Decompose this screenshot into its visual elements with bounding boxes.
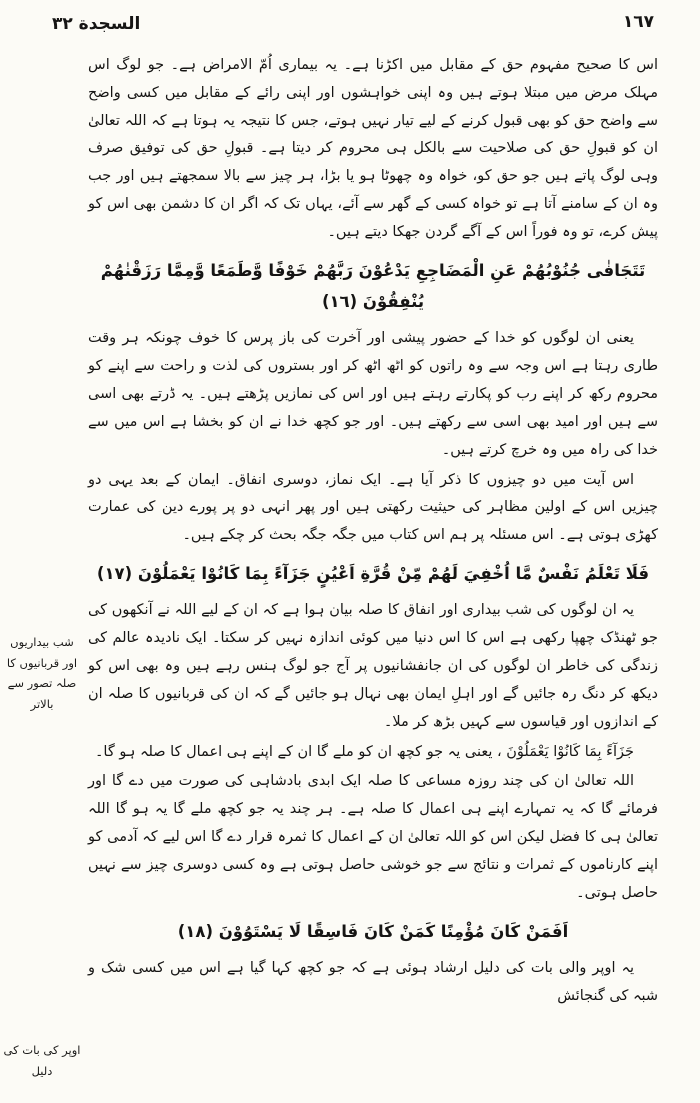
body-paragraph: اس آیت میں دو چیزوں کا ذکر آیا ہے۔ ایک نماز، دوسری انفاق۔ ایمان کے بعد یہی دو چیزیں اس کے اولین مظاہر کی حیثیت رکھتی ہیں اور پھر انہی دو پر پورے دین کی عمارت کھڑی ہوتی ہے۔ اس مسئلہ پر ہم اس کتاب میں جگہ جگہ بحث کر چکے ہیں۔ — [88, 471, 658, 544]
body-paragraph: یہ ان لوگوں کی شب بیداری اور انفاق کا صلہ بیان ہوا ہے کہ ان کے لیے اللہ نے آنکھوں کی جو ٹھنڈک چھپا رکھی ہے اس کا اس دنیا میں کوئی اندازہ نہیں کر سکتا۔ ایک نادیدہ عالم کی زندگی کی خاطر ان لوگوں کی ان جانفشانیوں پر آج جو لوگ ہنس رہے ہیں وہ بھی اس کو دیکھ کر دنگ رہ جائیں گے اور اہلِ ایمان بھی نہال ہو جائیں گے کہ ان کی قربانیوں کا صلہ ان کے اندازوں اور قیاسوں سے کہیں بڑھ کر ملا۔ — [88, 602, 658, 730]
margin-note-reward-of-night-vigils: شب بیداریوں اور قربانیوں کا صلہ تصور سے بالاتر — [6, 635, 78, 712]
body-paragraph: یعنی ان لوگوں کو خدا کے حضور پیشی اور آخرت کی باز پرس کا خوف چونکہ ہر وقت طاری رہتا ہے اس وجہ سے وہ راتوں کو اٹھ اٹھ کر اور بستروں کی لذت و راحت سے اپنے کو محروم رکھ کر اپنے رب کو پکارتے رہتے ہیں اور اس کی نمازیں پڑھتے ہیں۔ یہ ڈرتے بھی اسی سے ہیں اور امید بھی اسی سے رکھتے ہیں۔ اور جو کچھ خدا نے ان کو بخشا ہے اس میں سے خدا کی راہ میں وہ خرچ کرتے ہیں۔ — [88, 330, 658, 458]
page-number: ١٦٧ — [622, 12, 654, 32]
body-paragraph: جَزَآءً بِمَا كَانُوْا يَعْمَلُوْنَ ، یعنی یہ جو کچھ ان کو ملے گا ان کے اپنے ہی اعمال کا صلہ ہو گا۔ — [94, 743, 634, 760]
main-text-column — [88, 52, 658, 1013]
quran-verse-18: اَفَمَنْ كَانَ مُؤْمِنًا كَمَنْ كَانَ فَاسِقًا لَا يَسْتَوُوْنَ (١٨) — [177, 921, 569, 941]
body-paragraph: یہ اوپر والی بات کی دلیل ارشاد ہوئی ہے کہ جو کچھ کہا گیا ہے اس میں کسی شک و شبہ کی گنجائش — [88, 959, 658, 1004]
quran-verse-17: فَلَا تَعْلَمُ نَفْسٌ مَّا اُخْفِيَ لَهُمْ مِّنْ قُرَّةِ اَعْيُنٍ جَزَآءً بِمَا كَانُوْا يَعْمَلُوْنَ (١٧) — [96, 564, 650, 584]
body-paragraph: اس کا صحیح مفہوم حق کے مقابل میں اکڑنا ہے۔ یہ بیماری اُمّ الامراض ہے۔ جو لوگ اس مہلک مرض میں مبتلا ہوتے ہیں وہ اپنی خواہشوں اور اپنی رائے کے مقابل میں کسی واضح سے واضح حق کو بھی قبول کرنے کے لیے تیار نہیں ہوتے، جس کا نتیجہ یہ ہوتا ہے کہ اللہ تعالیٰ ان کو قبولِ حق کی صلاحیت سے بالکل ہی محروم کر دیتا ہے۔ قبولِ حق کی توفیق صرف وہی لوگ پاتے ہیں جو حق کو، خواہ وہ چھوٹا ہو یا بڑا، ہر چیز سے بالا سمجھتے ہیں اور جب وہ ان کے سامنے آتا ہے تو خواہ کسی کے گھر سے آئے، یہاں تک کہ اگر ان کا دشمن بھی اس کو پیش کرے، تو وہ فوراً اس کے آگے گردن جھکا دیتے ہیں۔ — [88, 57, 658, 240]
body-paragraph: اللہ تعالیٰ ان کی چند روزہ مساعی کا صلہ ایک ابدی بادشاہی کی صورت میں دے گا اور فرمائے گا کہ یہ تمہارے اپنے ہی اعمال کا صلہ ہے۔ ہر چند یہ جو کچھ ملے گا یہ ہو گا اللہ تعالیٰ ہی کا فضل لیکن اس کو اللہ تعالیٰ ان کے اعمال کا ثمرہ قرار دے گا اس لیے کہ آدمی کو اپنے کارناموں کے ثمرات و نتائج سے جو خوشی حاصل ہوتی ہے وہ کسی دوسری چیز سے نہیں حاصل ہوتی۔ — [88, 773, 658, 901]
surah-title: السجدة ٣٢ — [52, 14, 141, 34]
margin-note-proof-of-above: اوپر کی بات کی دلیل — [3, 1043, 81, 1078]
quran-verse-16: تَتَجَافٰى جُنُوْبُهُمْ عَنِ الْمَضَاجِعِ يَدْعُوْنَ رَبَّهُمْ خَوْفًا وَّطَمَعًا وَّمِمَّا رَزَقْنٰهُمْ يُنْفِقُوْنَ (١٦) — [100, 260, 646, 312]
